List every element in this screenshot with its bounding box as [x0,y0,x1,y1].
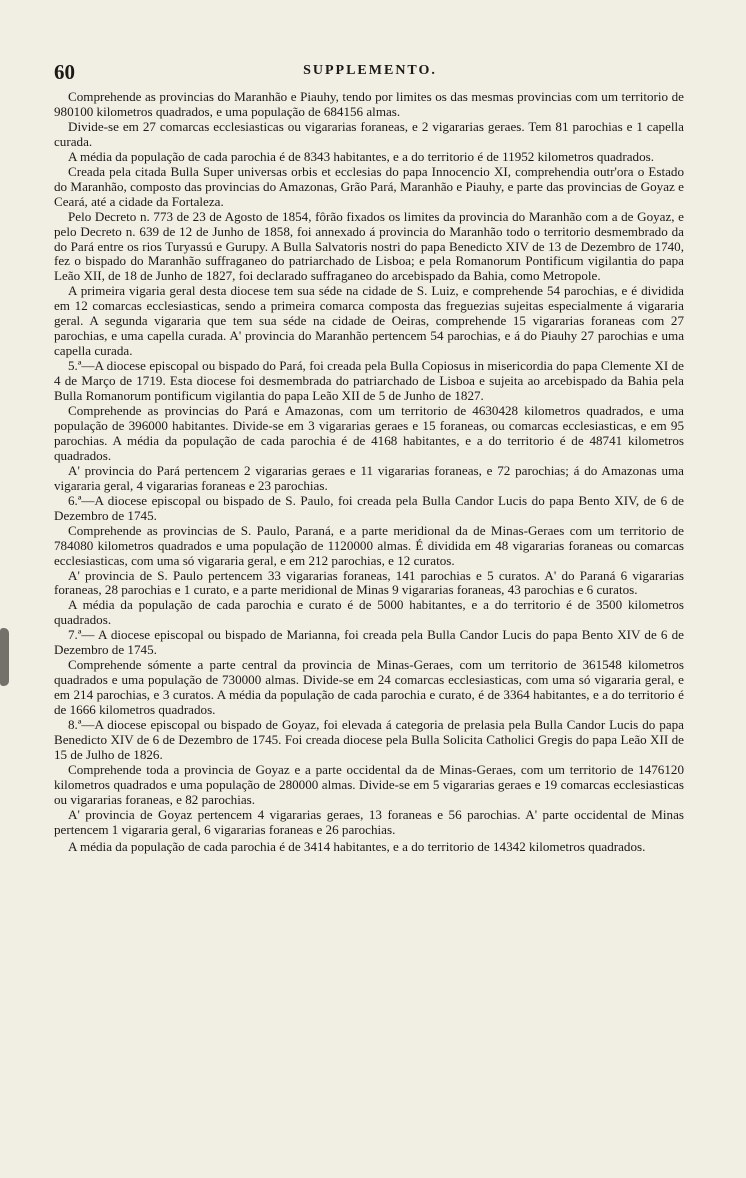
paragraph: Creada pela citada Bulla Super universas orbis et ecclesias do papa Innocencio XI, comprehendia outr'ora o Estado do Maranhão, composto das provincias do Amazonas, Grão Pará, Maranhão e Piauhy, e parte das provincias de Goyaz e Ceará, até a cidade da Fortaleza. [54,163,684,209]
paragraph: A' provincia de S. Paulo pertencem 33 vigararias foraneas, 141 parochias e 5 curatos. A' do Paraná 6 vigararias foraneas, 28 parochias e 1 curato, e a parte meridional de Minas 9 vigararias foraneas, 43 parochias e 6 curatos. [54,567,684,598]
paragraph: A média da população de cada parochia é de 3414 habitantes, e a do territorio de 14342 kilometros quadrados. [68,838,646,854]
paragraph: Comprehende sómente a parte central da provincia de Minas-Geraes, com um territorio de 361548 kilometros quadrados e uma população de 730000 almas. Divide-se em 24 comarcas ecclesiasticas, com uma só vigararia geral, e em 214 parochias, e 3 curatos. A média da população de cada parochia e curato, é de 3364 habitantes, e a do territorio é de 1666 kilometros quadrados. [54,657,684,718]
paragraph: 5.ª—A diocese episcopal ou bispado do Pará, foi creada pela Bulla Copiosus in misericordia do papa Clemente XI de 4 de Março de 1719. Esta diocese foi desmembrada do patriarchado de Lisboa e sujeita ao arcebispado da Bahia pela Bulla Romanorum pontificum vigilantia do papa Leão XII de 5 de Junho de 1827. [54,358,684,404]
paragraph: A primeira vigaria geral desta diocese tem sua séde na cidade de S. Luiz, e comprehende 54 parochias, e é dividida em 12 comarcas ecclesiasticas, sendo a primeira comarca composta das freguezias sujeitas especialmente á vigararia geral. A segunda vigararia que tem sua séde na cidade de Oeiras, comprehende 15 vigararias foraneas com 27 parochias, e uma capella curada. A' provincia do Maranhão pertencem 54 parochias, e á do Piauhy 27 parochias e uma capella curada. [54,283,684,359]
page-header [54,58,686,88]
body-text [54,90,684,855]
paragraph: Comprehende as provincias do Maranhão e Piauhy, tendo por limites os das mesmas provincias com um territorio de 980100 kilometros quadrados, e uma população de 684156 almas. [54,89,684,119]
page-number: 60 [54,60,75,84]
paragraph: A' provincia de Goyaz pertencem 4 vigararias geraes, 13 foraneas e 56 parochias. A' parte occidental de Minas pertencem 1 vigararia geral, 6 vigararias foraneas e 26 parochias. [54,806,684,837]
paragraph: 6.ª—A diocese episcopal ou bispado de S. Paulo, foi creada pela Bulla Candor Lucis do papa Bento XIV, de 6 de Dezembro de 1745. [54,492,684,523]
paragraph: Comprehende as provincias do Pará e Amazonas, com um territorio de 4630428 kilometros quadrados, e uma população de 396000 habitantes. Divide-se em 3 vigararias geraes e 15 foraneas, ou comarcas ecclesiasticas, e em 95 parochias. A média da população de cada parochia é de 4168 habitantes, e a do territorio é de 48741 kilometros quadrados. [54,403,684,463]
paragraph: Pelo Decreto n. 773 de 23 de Agosto de 1854, fôrão fixados os limites da provincia do Maranhão com a de Goyaz, e pelo Decreto n. 639 de 12 de Junho de 1858, foi annexado á provincia do Maranhão todo o territorio desmembrado da do Pará entre os rios Turyassú e Gurupy. A Bulla Salvatoris nostri do papa Benedicto XIV de 13 de Dezembro de 1740, fez o bispado do Maranhão suffraganeo do patriarchado de Lisboa; e pela Romanorum Pontificum vigilantia do papa Leão XII, de 18 de Junho de 1827, foi declarado suffraganeo do arcebispado da Bahia, como Metropole. [54,208,684,284]
paragraph: Comprehende toda a provincia de Goyaz e a parte occidental da de Minas-Geraes, com um territorio de 1476120 kilometros quadrados e uma população de 280000 almas. Divide-se em 5 vigararias geraes e 19 comarcas ecclesiasticas ou vigararias foraneas, e 82 parochias. [54,761,684,807]
paragraph: Comprehende as provincias de S. Paulo, Paraná, e a parte meridional da de Minas-Geraes com um territorio de 784080 kilometros quadrados e uma população de 1120000 almas. É dividida em 48 vigararias foraneas ou comarcas ecclesiasticas, com uma só vigararia geral, e em 212 parochias, e 12 curatos. [54,522,684,568]
paragraph: A' provincia do Pará pertencem 2 vigararias geraes e 11 vigararias foraneas, e 72 parochias; á do Amazonas uma vigararia geral, 4 vigararias foraneas e 23 parochias. [54,462,684,493]
running-title: SUPPLEMENTO. [303,63,437,78]
paragraph: A média da população de cada parochia e curato é de 5000 habitantes, e a do territorio é de 3500 kilometros quadrados. [54,597,684,628]
page-edge-mark [0,628,9,686]
paragraph: 7.ª— A diocese episcopal ou bispado de Marianna, foi creada pela Bulla Candor Lucis do papa Bento XIV de 6 de Dezembro de 1745. [54,627,684,658]
paragraph: A média da população de cada parochia é de 8343 habitantes, e a do territorio é de 11952 kilometros quadrados. [68,148,654,164]
paragraph: 8.ª—A diocese episcopal ou bispado de Goyaz, foi elevada á categoria de prelasia pela Bulla Candor Lucis do papa Benedicto XIV de 6 de Dezembro de 1745. Foi creada diocese pela Bulla Solicita Catholici Gregis do papa Leão XII de 15 de Julho de 1826. [54,717,684,762]
paragraph: Divide-se em 27 comarcas ecclesiasticas ou vigararias foraneas, e 2 vigararias geraes. Tem 81 parochias e 1 capella curada. [54,118,684,149]
